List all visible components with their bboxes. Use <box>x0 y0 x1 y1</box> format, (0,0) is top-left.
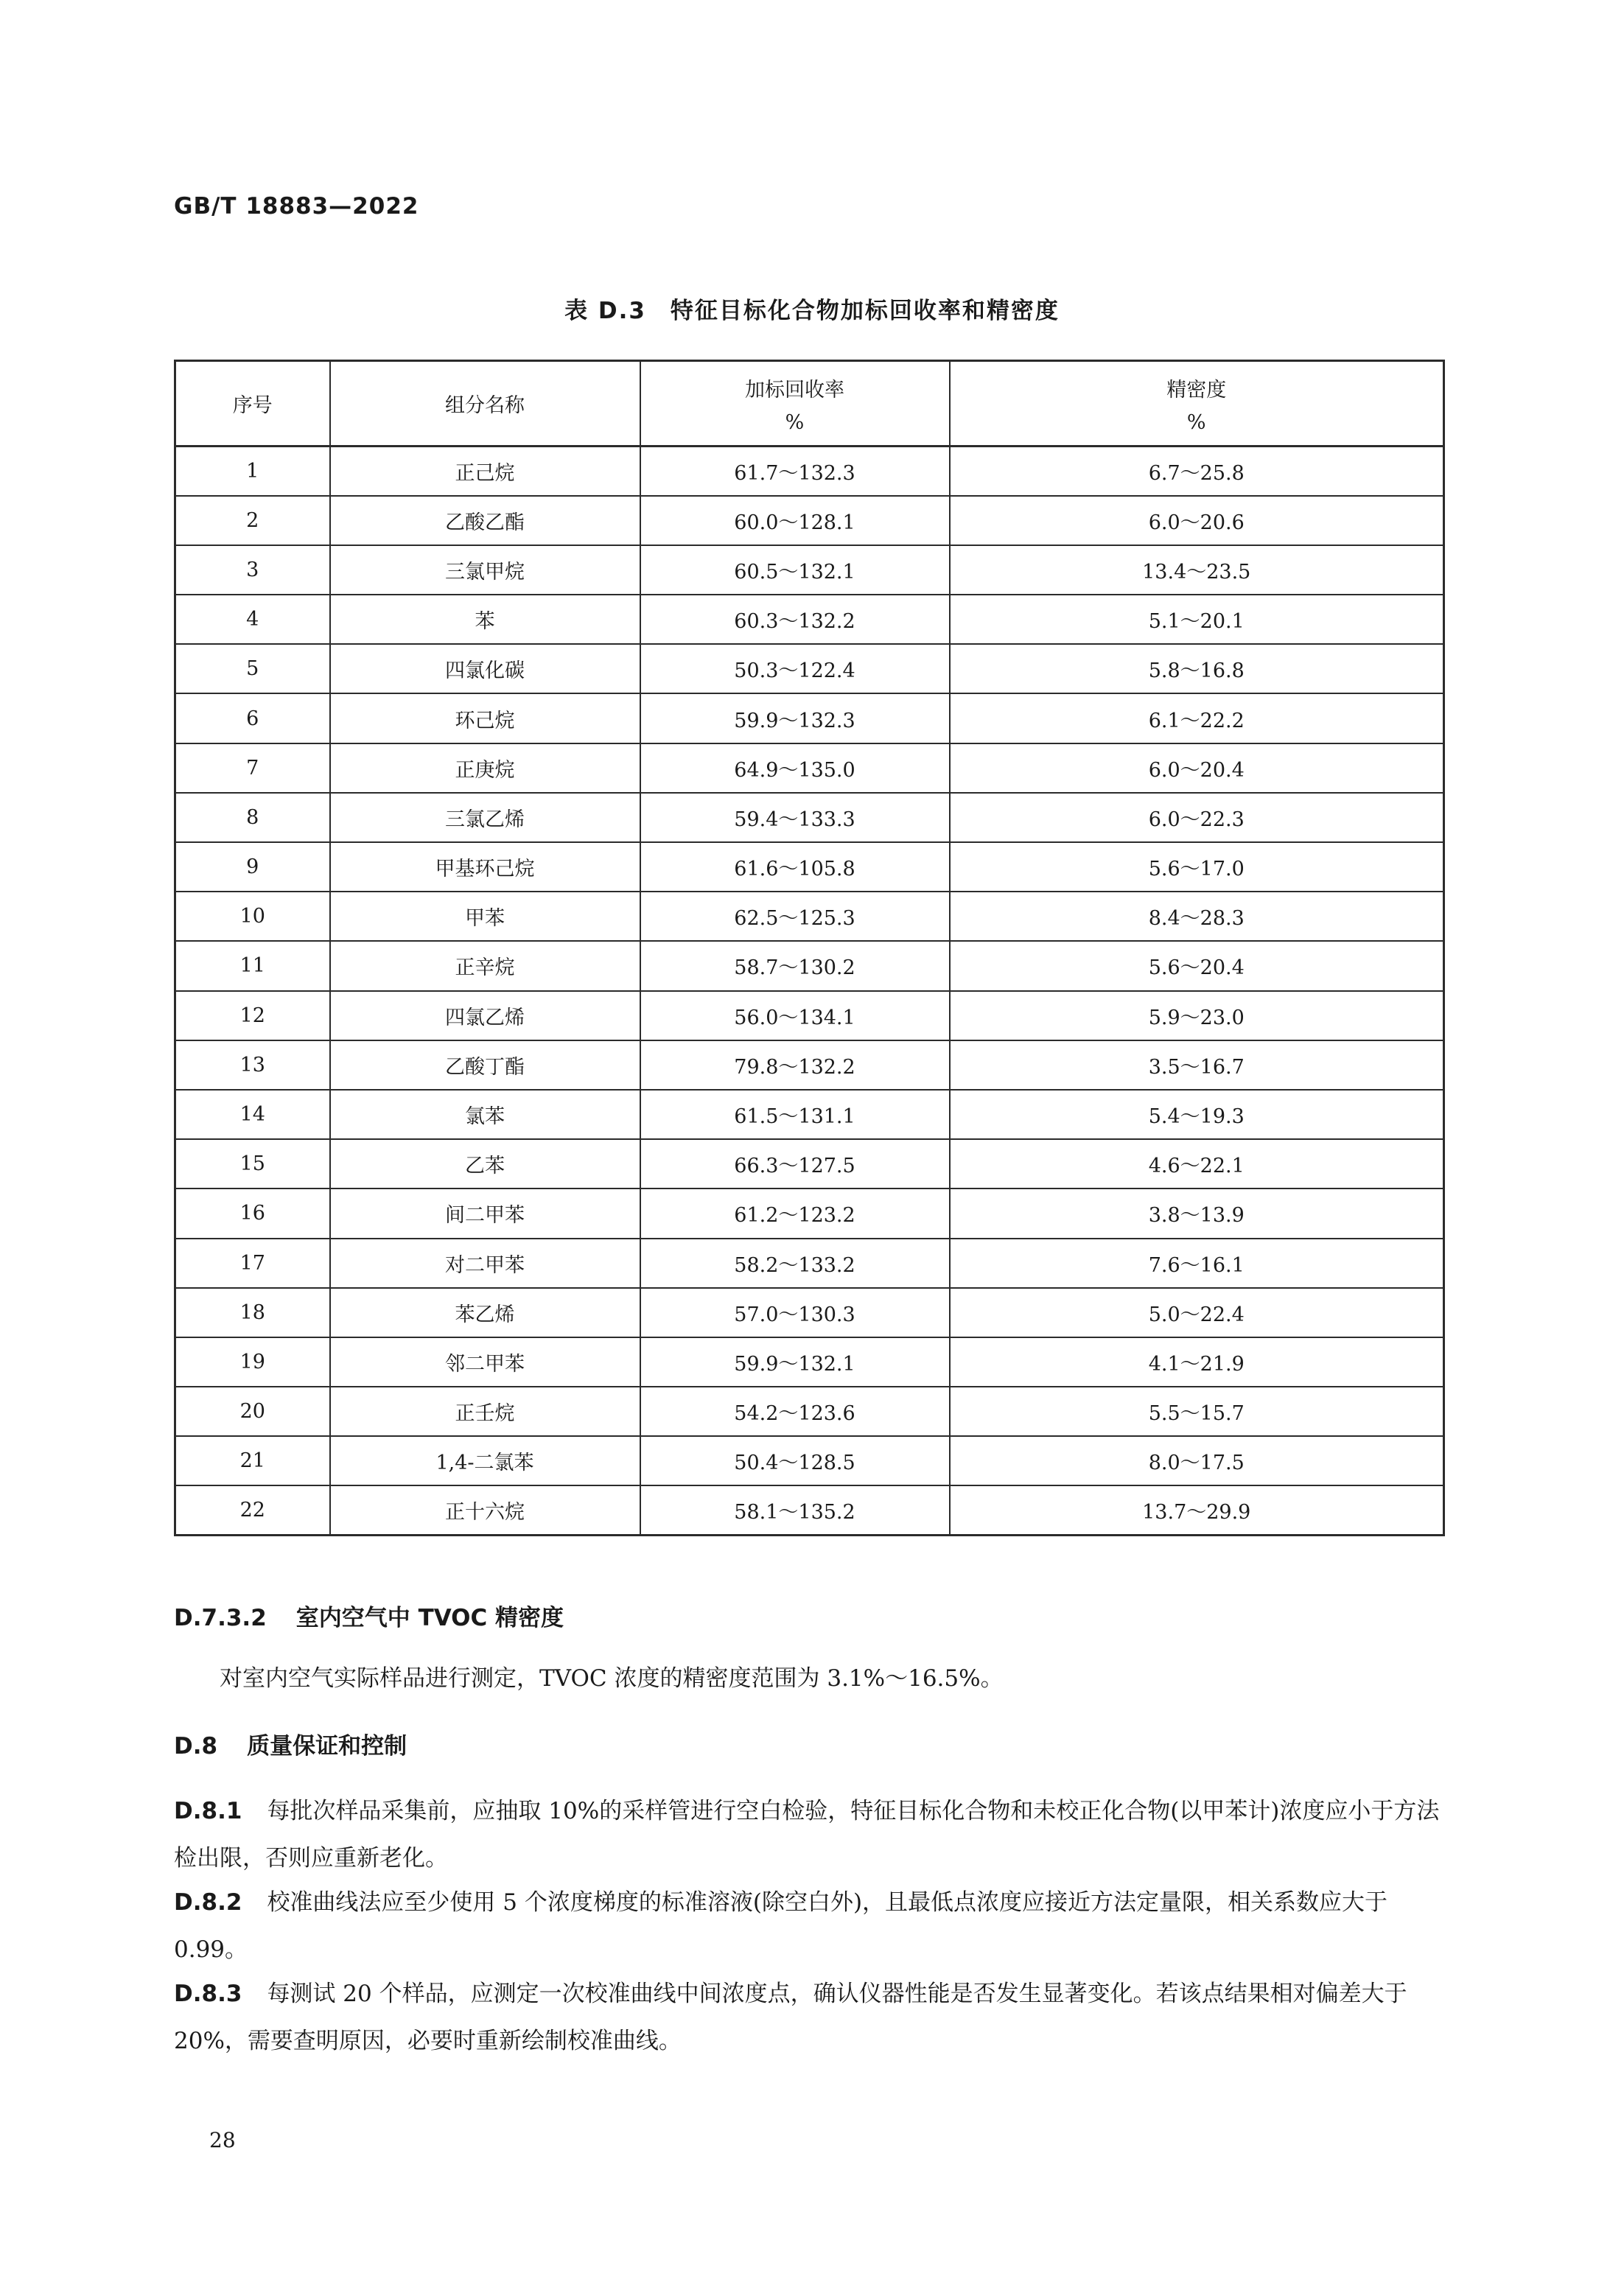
table-row <box>175 892 1444 941</box>
table-row <box>175 743 1444 793</box>
table-row <box>175 842 1444 892</box>
cell-precision: 3.5～16.7 <box>950 1040 1444 1090</box>
cell-name: 正己烷 <box>330 447 640 496</box>
clause-text: 每批次样品采集前，应抽取 10%的采样管进行空白检验，特征目标化合物和未校正化合物(以甲苯计)浓度应小于方法检出限，否则应重新老化。 <box>174 1798 1440 1872</box>
cell-index: 3 <box>175 545 330 595</box>
cell-recovery: 58.1～135.2 <box>640 1485 950 1535</box>
cell-name: 乙酸乙酯 <box>330 496 640 545</box>
cell-recovery: 50.4～128.5 <box>640 1436 950 1485</box>
cell-index: 2 <box>175 496 330 545</box>
cell-precision: 5.8～16.8 <box>950 644 1444 693</box>
cell-recovery: 59.9～132.1 <box>640 1337 950 1387</box>
header-precision-unit: % <box>1186 410 1206 434</box>
section-title: 室内空气中 TVOC 精密度 <box>295 1605 564 1631</box>
table-title: 表 D.3 特征目标化合物加标回收率和精密度 <box>564 298 1060 324</box>
table-row <box>175 1288 1444 1337</box>
cell-index: 5 <box>175 644 330 693</box>
cell-name: 1,4-二氯苯 <box>330 1436 640 1485</box>
clause-text: 每测试 20 个样品，应测定一次校准曲线中间浓度点，确认仪器性能是否发生显著变化。若该点结果相对偏差大于 20%，需要查明原因，必要时重新绘制校准曲线。 <box>174 1981 1407 2054</box>
table-row <box>175 693 1444 743</box>
clause-d82 <box>174 1879 1443 1973</box>
clause-number: D.8.3 <box>174 1981 242 2007</box>
clause-number: D.8.2 <box>174 1889 242 1916</box>
table-header-row <box>175 361 1444 447</box>
cell-precision: 6.7～25.8 <box>950 447 1444 496</box>
header-recovery-unit: % <box>785 410 805 434</box>
cell-recovery: 59.9～132.3 <box>640 693 950 743</box>
table-row <box>175 447 1444 496</box>
header-recovery <box>640 361 950 447</box>
table-row <box>175 1040 1444 1090</box>
cell-index: 15 <box>175 1139 330 1188</box>
clause-d83 <box>174 1970 1443 2065</box>
cell-recovery: 60.0～128.1 <box>640 496 950 545</box>
cell-recovery: 54.2～123.6 <box>640 1387 950 1436</box>
cell-recovery: 58.7～130.2 <box>640 941 950 990</box>
cell-precision: 4.6～22.1 <box>950 1139 1444 1188</box>
section-d8-heading <box>174 1727 407 1760</box>
cell-precision: 13.4～23.5 <box>950 545 1444 595</box>
cell-precision: 5.4～19.3 <box>950 1090 1444 1139</box>
cell-name: 正庚烷 <box>330 743 640 793</box>
cell-name: 乙苯 <box>330 1139 640 1188</box>
cell-recovery: 66.3～127.5 <box>640 1139 950 1188</box>
cell-index: 14 <box>175 1090 330 1139</box>
cell-index: 19 <box>175 1337 330 1387</box>
cell-recovery: 62.5～125.3 <box>640 892 950 941</box>
table-row <box>175 545 1444 595</box>
cell-name: 三氯甲烷 <box>330 545 640 595</box>
cell-name: 正辛烷 <box>330 941 640 990</box>
cell-name: 正十六烷 <box>330 1485 640 1535</box>
table-row <box>175 1337 1444 1387</box>
page-number: 28 <box>209 2128 236 2152</box>
table-row <box>175 941 1444 990</box>
cell-precision: 5.5～15.7 <box>950 1387 1444 1436</box>
cell-index: 13 <box>175 1040 330 1090</box>
section-title: 质量保证和控制 <box>247 1733 407 1760</box>
document-code: GB/T 18883—2022 <box>174 193 419 220</box>
table-row <box>175 1436 1444 1485</box>
cell-index: 22 <box>175 1485 330 1535</box>
table-row <box>175 1139 1444 1188</box>
cell-index: 1 <box>175 447 330 496</box>
cell-index: 8 <box>175 793 330 842</box>
cell-index: 20 <box>175 1387 330 1436</box>
cell-index: 18 <box>175 1288 330 1337</box>
table-row <box>175 496 1444 545</box>
cell-recovery: 79.8～132.2 <box>640 1040 950 1090</box>
cell-precision: 6.0～20.4 <box>950 743 1444 793</box>
cell-precision: 5.6～17.0 <box>950 842 1444 892</box>
table-row <box>175 595 1444 644</box>
header-precision-label: 精密度 <box>1166 378 1227 402</box>
section-d732-heading <box>174 1599 564 1632</box>
cell-recovery: 56.0～134.1 <box>640 991 950 1040</box>
cell-index: 9 <box>175 842 330 892</box>
header-name: 组分名称 <box>330 361 640 447</box>
table-row <box>175 1387 1444 1436</box>
cell-name: 正壬烷 <box>330 1387 640 1436</box>
cell-name: 苯 <box>330 595 640 644</box>
cell-index: 16 <box>175 1188 330 1238</box>
cell-precision: 8.0～17.5 <box>950 1436 1444 1485</box>
cell-precision: 5.9～23.0 <box>950 991 1444 1040</box>
cell-recovery: 57.0～130.3 <box>640 1288 950 1337</box>
cell-name: 甲苯 <box>330 892 640 941</box>
header-precision <box>950 361 1444 447</box>
cell-precision: 3.8～13.9 <box>950 1188 1444 1238</box>
cell-recovery: 50.3～122.4 <box>640 644 950 693</box>
cell-precision: 5.0～22.4 <box>950 1288 1444 1337</box>
cell-precision: 8.4～28.3 <box>950 892 1444 941</box>
section-number: D.8 <box>174 1733 218 1760</box>
cell-name: 环己烷 <box>330 693 640 743</box>
table-row <box>175 1188 1444 1238</box>
table-row <box>175 1090 1444 1139</box>
cell-recovery: 60.5～132.1 <box>640 545 950 595</box>
cell-index: 4 <box>175 595 330 644</box>
cell-precision: 7.6～16.1 <box>950 1239 1444 1288</box>
cell-precision: 4.1～21.9 <box>950 1337 1444 1387</box>
cell-name: 四氯乙烯 <box>330 991 640 1040</box>
cell-name: 邻二甲苯 <box>330 1337 640 1387</box>
header-recovery-label: 加标回收率 <box>745 378 844 402</box>
cell-index: 7 <box>175 743 330 793</box>
cell-precision: 5.6～20.4 <box>950 941 1444 990</box>
cell-recovery: 61.5～131.1 <box>640 1090 950 1139</box>
cell-name: 三氯乙烯 <box>330 793 640 842</box>
table-row <box>175 644 1444 693</box>
table-row <box>175 1485 1444 1535</box>
cell-recovery: 60.3～132.2 <box>640 595 950 644</box>
section-number: D.7.3.2 <box>174 1605 267 1631</box>
cell-recovery: 61.2～123.2 <box>640 1188 950 1238</box>
cell-recovery: 64.9～135.0 <box>640 743 950 793</box>
clause-d81 <box>174 1788 1443 1882</box>
cell-name: 氯苯 <box>330 1090 640 1139</box>
cell-recovery: 61.6～105.8 <box>640 842 950 892</box>
cell-precision: 6.0～20.6 <box>950 496 1444 545</box>
cell-recovery: 58.2～133.2 <box>640 1239 950 1288</box>
table-row <box>175 991 1444 1040</box>
cell-recovery: 59.4～133.3 <box>640 793 950 842</box>
cell-name: 甲基环己烷 <box>330 842 640 892</box>
cell-recovery: 61.7～132.3 <box>640 447 950 496</box>
clause-number: D.8.1 <box>174 1798 242 1824</box>
cell-index: 11 <box>175 941 330 990</box>
cell-name: 苯乙烯 <box>330 1288 640 1337</box>
cell-index: 21 <box>175 1436 330 1485</box>
cell-name: 间二甲苯 <box>330 1188 640 1238</box>
cell-index: 17 <box>175 1239 330 1288</box>
cell-precision: 13.7～29.9 <box>950 1485 1444 1535</box>
cell-name: 对二甲苯 <box>330 1239 640 1288</box>
cell-name: 四氯化碳 <box>330 644 640 693</box>
cell-index: 6 <box>175 693 330 743</box>
clause-text: 校准曲线法应至少使用 5 个浓度梯度的标准溶液(除空白外)，且最低点浓度应接近方法定量限，相关系数应大于 0.99。 <box>174 1889 1388 1963</box>
section-d732-text: 对室内空气实际样品进行测定，TVOC 浓度的精密度范围为 3.1%～16.5%。 <box>220 1665 1004 1692</box>
cell-precision: 5.1～20.1 <box>950 595 1444 644</box>
header-index: 序号 <box>175 361 330 447</box>
cell-index: 12 <box>175 991 330 1040</box>
cell-precision: 6.0～22.3 <box>950 793 1444 842</box>
cell-index: 10 <box>175 892 330 941</box>
table-row <box>175 793 1444 842</box>
table-row <box>175 1239 1444 1288</box>
cell-precision: 6.1～22.2 <box>950 693 1444 743</box>
recovery-precision-table <box>174 360 1445 1536</box>
table-body <box>175 447 1444 1536</box>
cell-name: 乙酸丁酯 <box>330 1040 640 1090</box>
